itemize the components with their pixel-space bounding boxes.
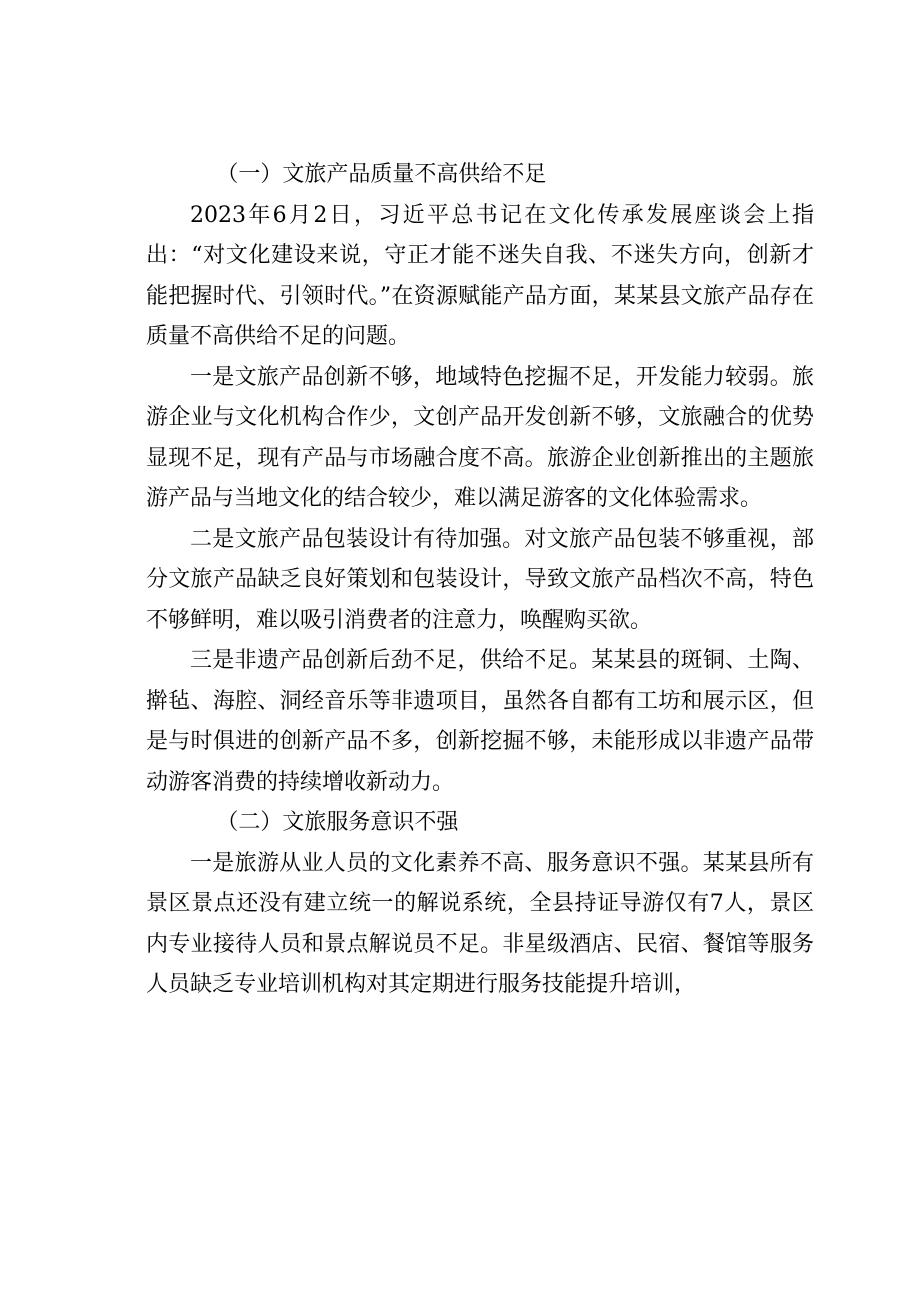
paragraph-point-2: 二是文旅产品包装设计有待加强。对文旅产品包装不够重视，部分文旅产品缺乏良好策划和包装设计，导致文旅产品档次不高，特色不够鲜明，难以吸引消费者的注意力，唤醒购买欲。 (146, 526, 814, 633)
paragraph-point-3: 三是非遗产品创新后劲不足，供给不足。某某县的斑铜、土陶、擀毡、海腔、洞经音乐等非遗项目，虽然各自都有工坊和展示区，但是与时俱进的创新产品不多，创新挖掘不够，未能形成以非遗产品带动游客消费的持续增收新动力。 (146, 648, 814, 795)
paragraph-intro: 2023年6月2日，习近平总书记在文化传承发展座谈会上指出：“对文化建设来说，守正才能不迷失自我、不迷失方向，创新才能把握时代、引领时代。”在资源赋能产品方面，某某县文旅产品存在质量不高供给不足的问题。 (146, 202, 814, 349)
paragraph-service-1: 一是旅游从业人员的文化素养不高、服务意识不强。某某县所有景区景点还没有建立统一的解说系统，全县持证导游仅有7人，景区内专业接待人员和景点解说员不足。非星级酒店、民宿、餐馆等服务人员缺乏专业培训机构对其定期进行服务技能提升培训， (146, 850, 814, 997)
document-page (146, 155, 814, 1006)
section-heading-1: （一）文旅产品质量不高供给不足 (216, 162, 547, 187)
section-heading-2: （二）文旅服务意识不强 (216, 810, 459, 835)
paragraph-point-1: 一是文旅产品创新不够，地域特色挖掘不足，开发能力较弱。旅游企业与文化机构合作少，文创产品开发创新不够，文旅融合的优势显现不足，现有产品与市场融合度不高。旅游企业创新推出的主题旅游产品与当地文化的结合较少，难以满足游客的文化体验需求。 (146, 364, 814, 511)
